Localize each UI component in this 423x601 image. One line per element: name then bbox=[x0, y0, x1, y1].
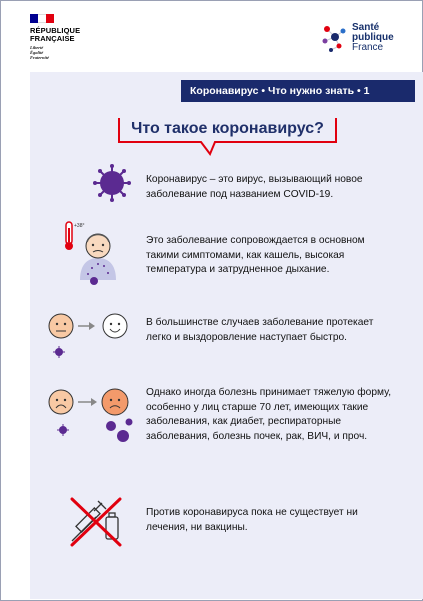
republique-francaise-logo bbox=[30, 14, 100, 60]
recovery-faces-icon bbox=[45, 312, 135, 362]
list-item: В большинстве случаев заболевание протекает легко и выздоровление наступает быстро. bbox=[146, 317, 374, 343]
list-item: Это заболевание сопровождается в основном такими симптомами, как кашель, высокая температура и затрудненное дыхание. bbox=[146, 235, 365, 275]
series-banner: Коронавирус • Что нужно знать • 1 bbox=[181, 80, 415, 102]
page-title: Что такое коронавирус? bbox=[131, 120, 324, 137]
sick-person-thermometer-icon bbox=[62, 220, 124, 288]
rf-name: RÉPUBLIQUE FRANÇAISE bbox=[30, 26, 81, 43]
heading-bubble bbox=[115, 116, 340, 146]
french-flag-icon bbox=[30, 14, 54, 23]
sante-publique-france-logo bbox=[320, 20, 410, 60]
spf-wordmark: Santé publique France bbox=[352, 22, 394, 53]
no-treatment-vaccine-icon bbox=[64, 493, 128, 549]
virus-icon bbox=[92, 163, 132, 203]
list-item: Однако иногда болезнь принимает тяжелую форму, особенно у лиц старше 70 лет, имеющих такие заболевания, как диабет, респираторные заболевания, болезнь почек, рак, ВИЧ, и проч. bbox=[146, 387, 392, 442]
svg-text:+38°: +38° bbox=[74, 223, 85, 229]
rf-motto: Liberté Égalité Fraternité bbox=[30, 45, 50, 60]
severe-illness-faces-icon bbox=[45, 386, 137, 448]
list-item: Коронавирус – это вирус, вызывающий новое заболевание под названием COVID-19. bbox=[146, 174, 363, 200]
list-item: Против коронавируса пока не существует ни лечения, ни вакцины. bbox=[146, 507, 358, 533]
molecule-icon bbox=[320, 20, 350, 56]
